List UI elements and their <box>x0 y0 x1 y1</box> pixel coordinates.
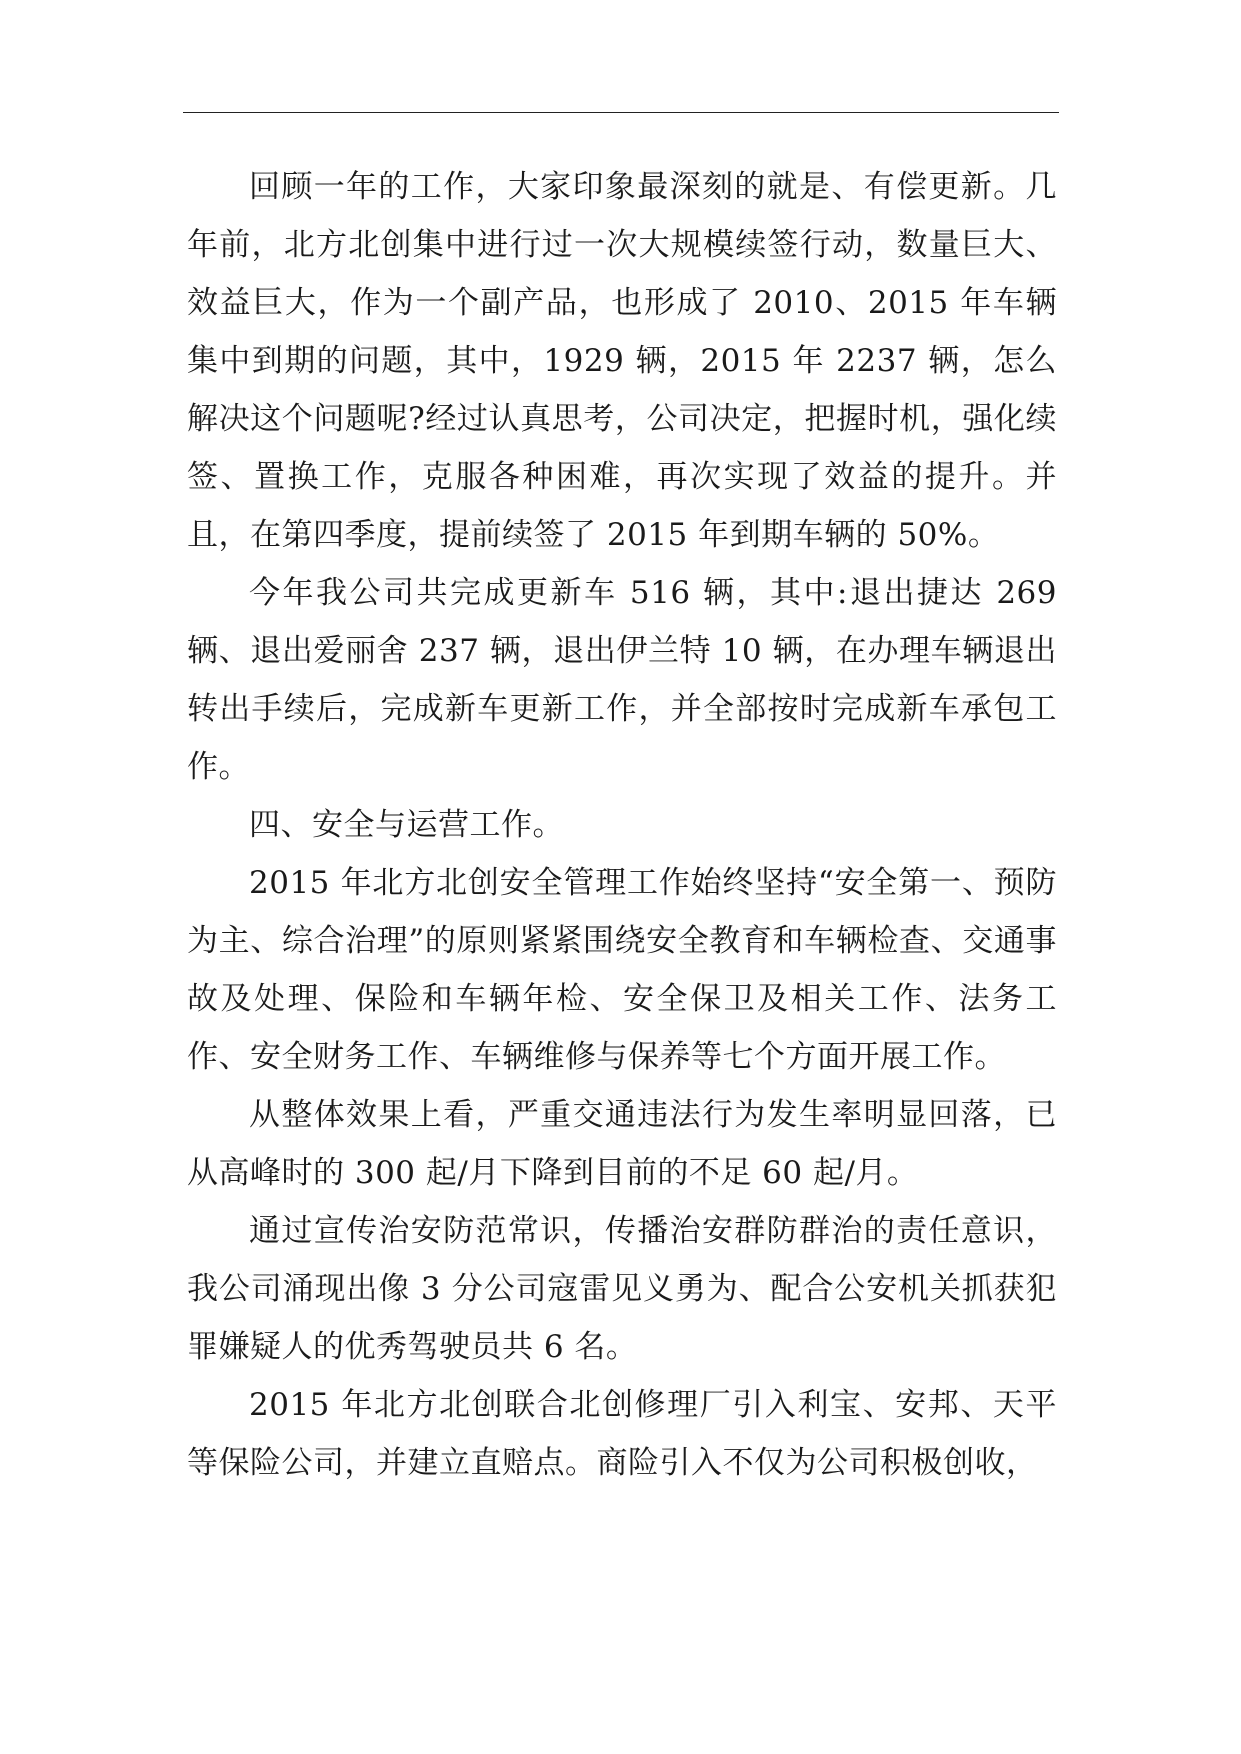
paragraph-renewal-count: 今年我公司共完成更新车 516 辆，其中:退出捷达 269 辆、退出爱丽舍 237 辆，退出伊兰特 10 辆，在办理车辆退出转出手续后，完成新车更新工作，并全部按时完成新车承包工作。 <box>187 575 1057 785</box>
paragraph-insurance: 2015 年北方北创联合北创修理厂引入利宝、安邦、天平等保险公司，并建立直赔点。商险引入不仅为公司积极创收， <box>187 1387 1057 1481</box>
paragraph-safety-management: 2015 年北方北创安全管理工作始终坚持“安全第一、预防为主、综合治理”的原则紧紧围绕安全教育和车辆检查、交通事故及处理、保险和车辆年检、安全保卫及相关工作、法务工作、安全财务工作、车辆维修与保养等七个方面开展工作。 <box>187 865 1057 1075</box>
body-text <box>187 158 1057 1492</box>
paragraph-renewal-review: 回顾一年的工作，大家印象最深刻的就是、有偿更新。几年前，北方北创集中进行过一次大规模续签行动，数量巨大、效益巨大，作为一个副产品，也形成了 2010、2015 年车辆集中到期的问题，其中，1929 辆，2015 年 2237 辆，怎么解决这个问题呢?经过认真思考，公司决定，把握时机，强化续签、置换工作，克服各种困难，再次实现了效益的提升。并且，在第四季度，提前续签了 2015 年到期车辆的 50%。 <box>187 169 1057 553</box>
header-rule <box>183 112 1059 113</box>
paragraph-public-security: 通过宣传治安防范常识，传播治安群防群治的责任意识，我公司涌现出像 3 分公司寇雷见义勇为、配合公安机关抓获犯罪嫌疑人的优秀驾驶员共 6 名。 <box>187 1213 1057 1365</box>
paragraph-violation-rate: 从整体效果上看，严重交通违法行为发生率明显回落，已从高峰时的 300 起/月下降到目前的不足 60 起/月。 <box>187 1097 1057 1191</box>
section-heading-safety: 四、安全与运营工作。 <box>249 807 564 843</box>
